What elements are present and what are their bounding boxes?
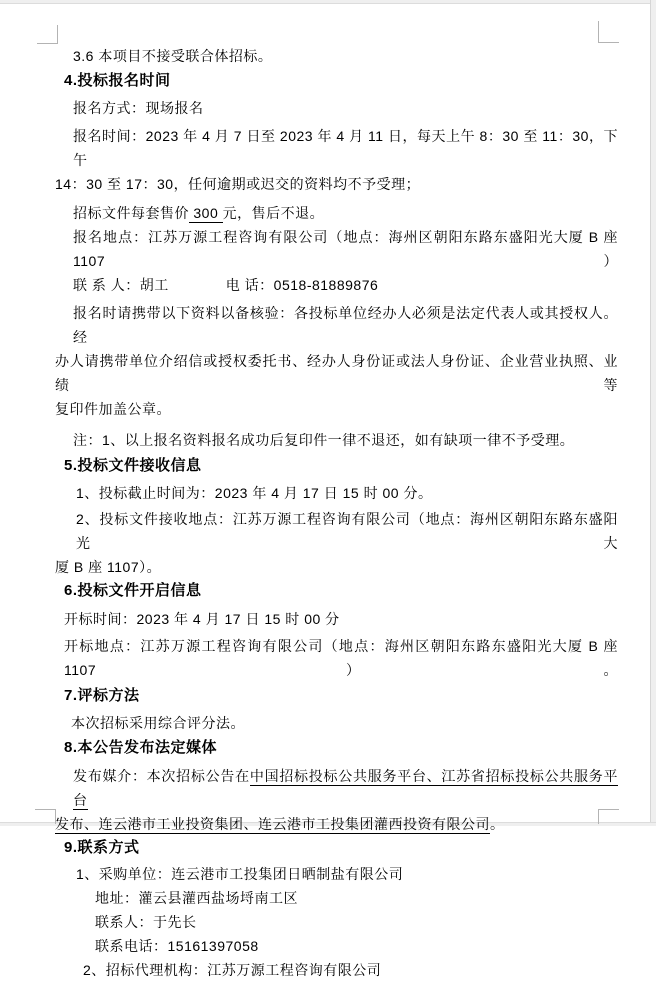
line-registration-time-1: 报名时间：2023 年 4 月 7 日至 2023 年 4 月 11 日，每天上午 8：30 至 11：30，下午 (73, 128, 618, 168)
document-body (55, 44, 618, 982)
line-registration-time-2: 14：30 至 17：30，任何逾期或迟交的资料均不予受理； (55, 176, 421, 192)
clause-no-consortium: 3.6 本项目不接受联合体招标。 (73, 48, 273, 64)
text-boundary-mark-top-left (37, 25, 58, 44)
line-purchaser-address: 地址：灌云县灌西盐场埒南工区 (95, 890, 298, 906)
line-registration-location: 报名地点：江苏万源工程咨询有限公司（地点：海州区朝阳东路东盛阳光大厦 B 座 1107） (73, 229, 618, 269)
line-media-1 (55, 764, 618, 812)
line-purchaser: 1、采购单位：连云港市工投集团日晒制盐有限公司 (76, 866, 404, 882)
doc-price-pre: 招标文件每套售价 (73, 205, 189, 221)
line-registration-method: 报名方式：现场报名 (73, 100, 204, 116)
contact-person: 联 系 人：胡工 (73, 277, 169, 293)
workspace-edge-right (650, 0, 656, 826)
line-registration-contact (55, 273, 618, 297)
line-receive-location-1: 2、投标文件接收地点：江苏万源工程咨询有限公司（地点：海州区朝阳东路东盛阳光大 (76, 511, 618, 551)
line-materials-2: 办人请携带单位介绍信或授权委托书、经办人身份证或法人身份证、企业营业执照、业绩等 (55, 353, 618, 393)
line-materials-3: 复印件加盖公章。 (55, 401, 171, 417)
text-boundary-mark-bottom-left (35, 809, 56, 824)
heading-section-8-media: 8.本公告发布法定媒体 (64, 739, 218, 756)
line-opening-location: 开标地点：江苏万源工程咨询有限公司（地点：海州区朝阳东路东盛阳光大厦 B 座 1107）。 (64, 638, 618, 678)
doc-price-post: 元，售后不退。 (222, 205, 325, 221)
doc-price-value: 300 (189, 205, 223, 221)
workspace-edge-top (0, 0, 656, 4)
text-boundary-mark-top-right (598, 21, 619, 43)
heading-section-4-registration-time: 4.投标报名时间 (64, 72, 171, 89)
heading-section-7-evaluation: 7.评标方法 (64, 687, 140, 704)
line-evaluation-method: 本次招标采用综合评分法。 (71, 715, 245, 731)
line-media-2 (55, 812, 618, 836)
line-note: 注：1、以上报名资料报名成功后复印件一律不退还，如有缺项一律不予受理。 (73, 432, 575, 448)
heading-section-9-contacts: 9.联系方式 (64, 839, 140, 856)
line-purchaser-phone: 联系电话：15161397058 (95, 938, 259, 954)
heading-section-6-bid-opening: 6.投标文件开启信息 (64, 582, 202, 599)
line-document-price (55, 201, 618, 225)
media-platforms-underlined-1: 中国招标投标公共服务平台、江苏省招标投标公共服务平台 (73, 768, 619, 808)
line-materials-1: 报名时请携带以下资料以备核验：各投标单位经办人必须是法定代表人或其授权人。经 (73, 305, 618, 345)
media-platforms-underlined-2: 发布、连云港市工业投资集团、连云港市工投集团灌西投资有限公司 (55, 816, 490, 832)
line-bid-deadline: 1、投标截止时间为：2023 年 4 月 17 日 15 时 00 分。 (76, 485, 433, 501)
line-agency: 2、招标代理机构：江苏万源工程咨询有限公司 (83, 962, 382, 978)
line-opening-time: 开标时间：2023 年 4 月 17 日 15 时 00 分 (64, 611, 340, 627)
contact-telephone: 电 话：0518-81889876 (225, 277, 379, 293)
line-receive-location-2: 厦 B 座 1107）。 (55, 559, 162, 575)
media-period: 。 (490, 816, 505, 832)
media-pre: 发布媒介：本次招标公告在 (73, 768, 250, 784)
heading-section-5-bid-receipt: 5.投标文件接收信息 (64, 457, 202, 474)
line-purchaser-contact: 联系人：于先长 (95, 914, 197, 930)
